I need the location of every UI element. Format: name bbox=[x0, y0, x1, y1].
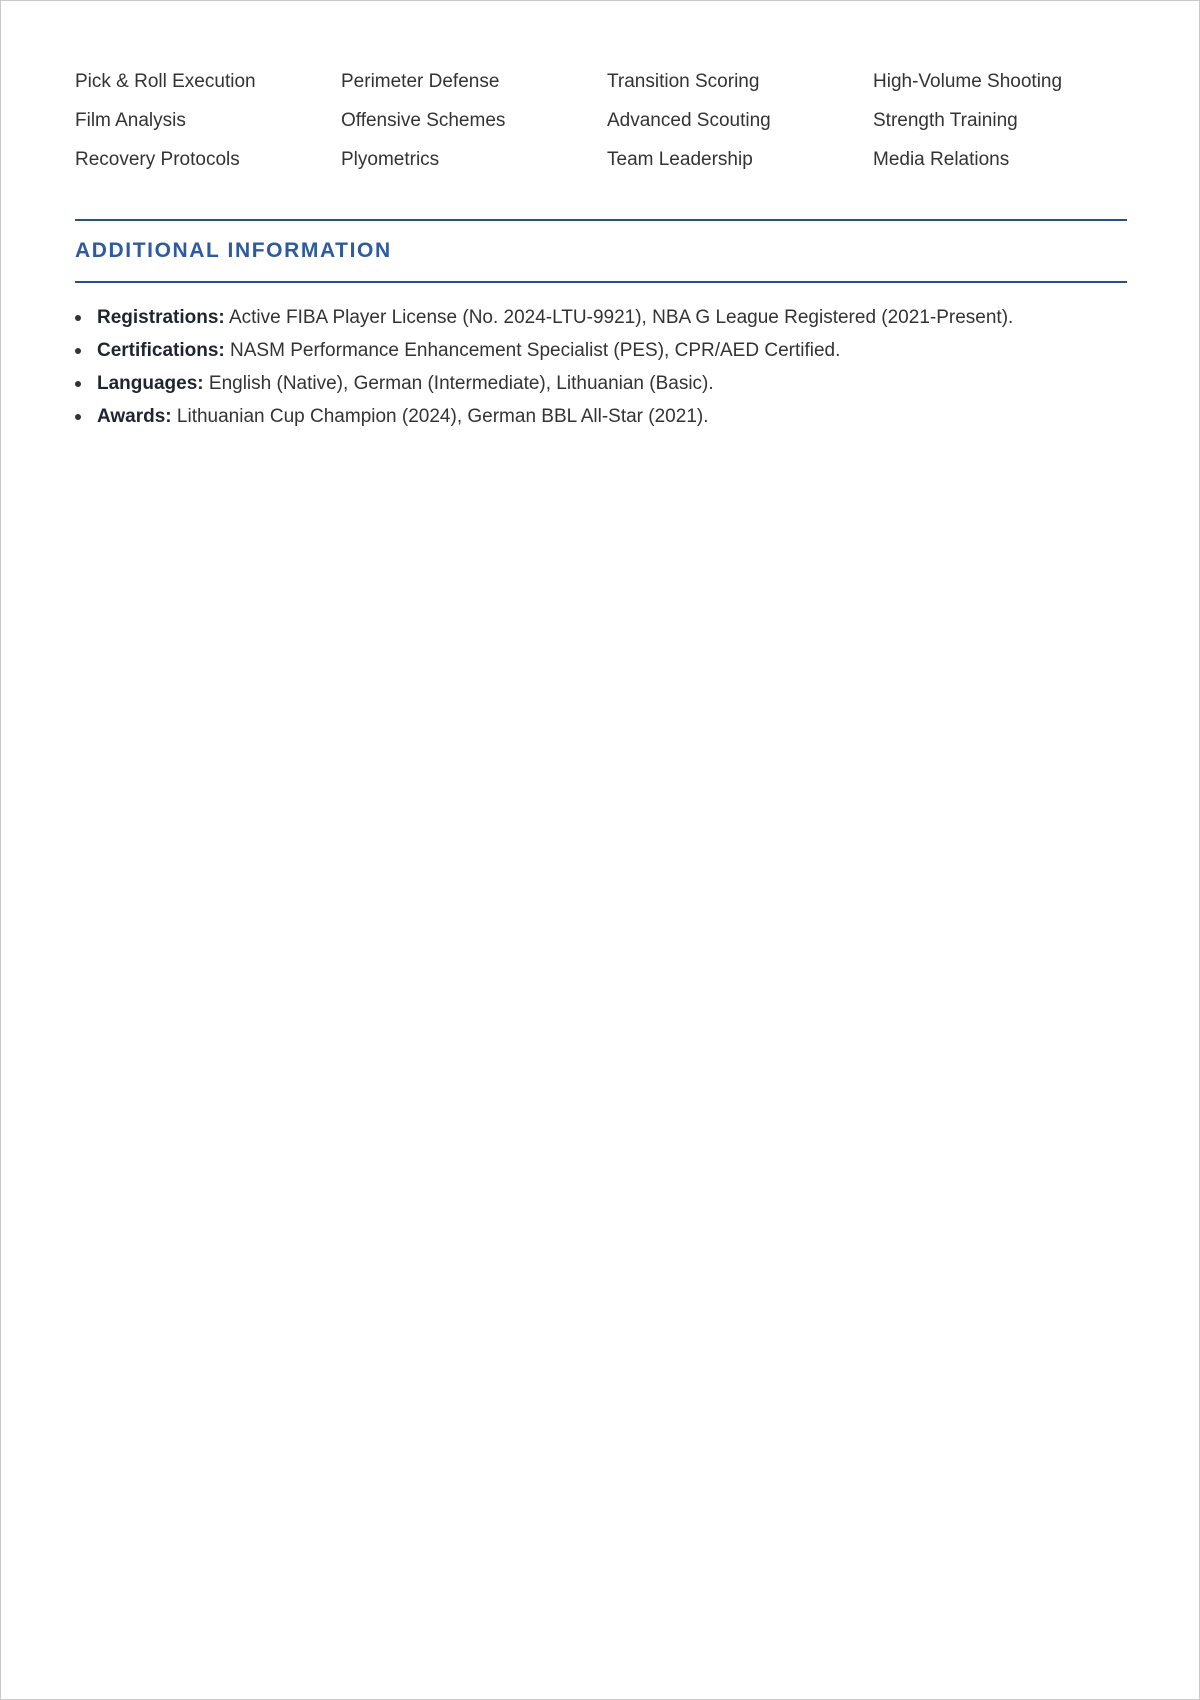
info-text: Active FIBA Player License (No. 2024-LTU-9921), NBA G League Registered (2021-Present). bbox=[228, 307, 1014, 328]
skill-item: Transition Scoring bbox=[607, 71, 760, 92]
section-divider-bottom bbox=[75, 281, 1127, 283]
section-title-additional-information: ADDITIONAL INFORMATION bbox=[75, 239, 392, 262]
info-text: NASM Performance Enhancement Specialist (PES), CPR/AED Certified. bbox=[230, 340, 841, 361]
skill-item: Strength Training bbox=[873, 110, 1018, 131]
info-item-certifications bbox=[75, 334, 1127, 367]
info-label: Certifications: bbox=[97, 340, 225, 361]
info-item-registrations bbox=[75, 301, 1127, 334]
bullet-icon bbox=[75, 315, 81, 321]
skill-item: Advanced Scouting bbox=[607, 110, 771, 131]
info-item-languages bbox=[75, 367, 1127, 400]
skill-item: Team Leadership bbox=[607, 149, 753, 170]
skill-item: Media Relations bbox=[873, 149, 1010, 170]
info-text: English (Native), German (Intermediate), Lithuanian (Basic). bbox=[208, 373, 714, 394]
skill-item: Offensive Schemes bbox=[341, 110, 506, 131]
section-divider-top bbox=[75, 219, 1127, 221]
bullet-icon bbox=[75, 348, 81, 354]
info-label: Registrations: bbox=[97, 307, 225, 328]
info-label: Awards: bbox=[97, 406, 172, 427]
skill-item: Film Analysis bbox=[75, 110, 186, 131]
bullet-icon bbox=[75, 414, 81, 420]
bullet-icon bbox=[75, 381, 81, 387]
info-text: Lithuanian Cup Champion (2024), German BBL All-Star (2021). bbox=[176, 406, 709, 427]
info-item-awards bbox=[75, 400, 1127, 433]
skill-item: Perimeter Defense bbox=[341, 71, 500, 92]
skills-grid bbox=[75, 65, 1127, 182]
additional-information-list bbox=[75, 301, 1127, 433]
skill-item: Pick & Roll Execution bbox=[75, 71, 256, 92]
skill-item: Plyometrics bbox=[341, 149, 440, 170]
skill-item: High-Volume Shooting bbox=[873, 71, 1063, 92]
skill-item: Recovery Protocols bbox=[75, 149, 240, 170]
info-label: Languages: bbox=[97, 373, 204, 394]
